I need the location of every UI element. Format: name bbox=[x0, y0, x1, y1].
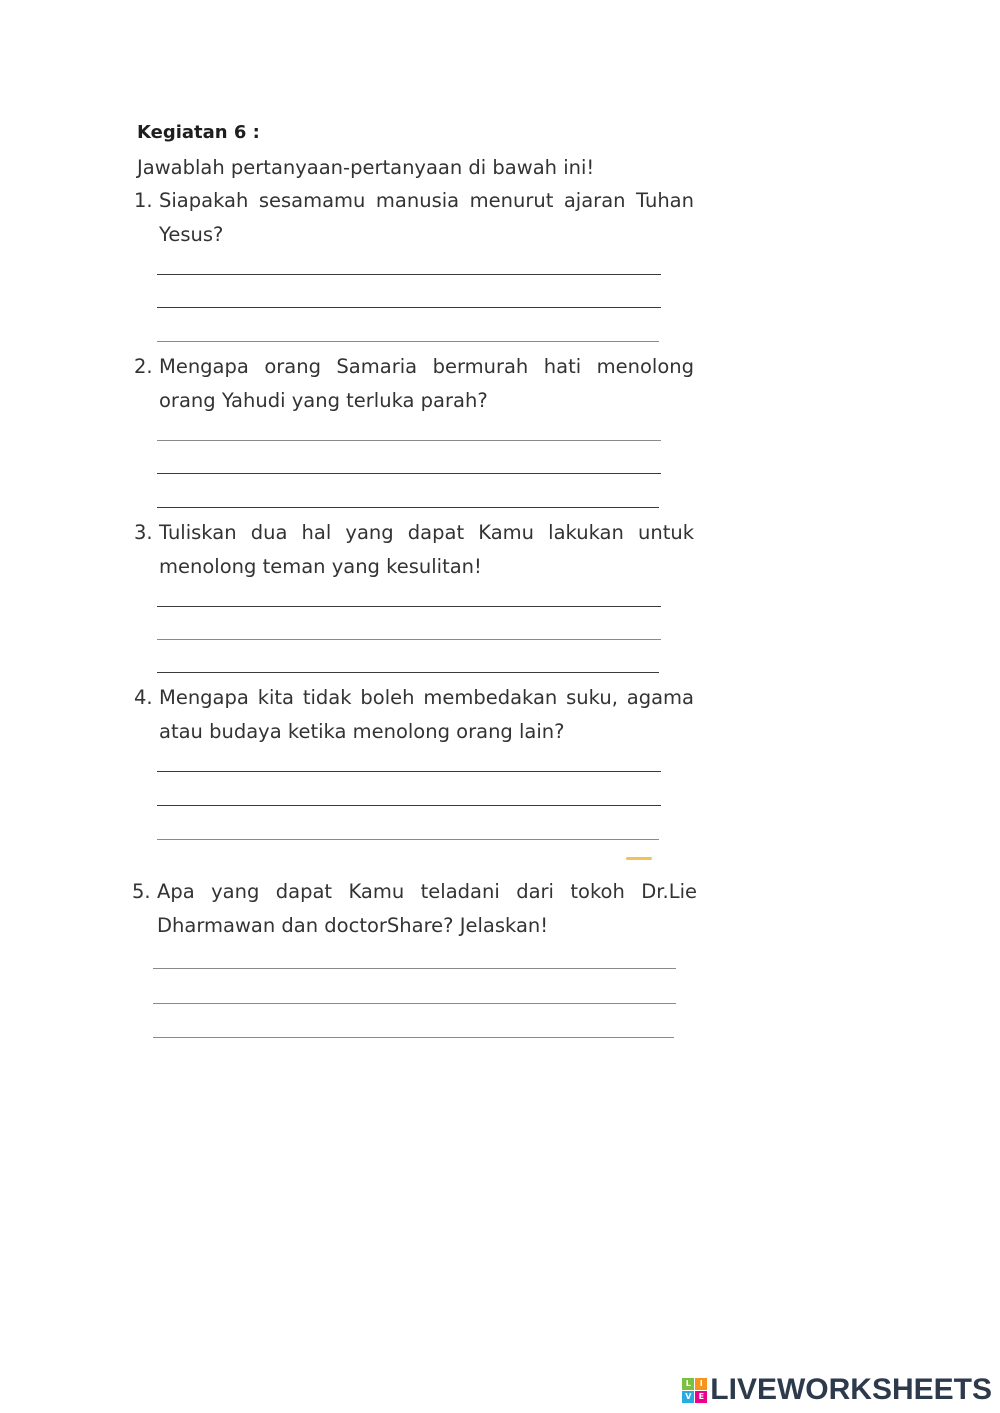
question-3 bbox=[134, 516, 694, 584]
answer-line-3b[interactable] bbox=[157, 639, 661, 640]
instruction-text: Jawablah pertanyaan-pertanyaan di bawah ini! bbox=[137, 156, 595, 179]
answer-line-5a[interactable] bbox=[153, 968, 676, 969]
answer-line-5b[interactable] bbox=[153, 1003, 676, 1004]
logo-letter-v: V bbox=[682, 1391, 694, 1403]
answer-line-2b[interactable] bbox=[157, 473, 661, 474]
answer-line-1b[interactable] bbox=[157, 307, 661, 308]
answer-line-1a[interactable] bbox=[157, 274, 661, 275]
answer-line-4c[interactable] bbox=[157, 839, 659, 840]
question-text: Mengapa kita tidak boleh membedakan suku, agama atau budaya ketika menolong orang lain? bbox=[159, 686, 694, 743]
question-text: Tuliskan dua hal yang dapat Kamu lakukan untuk menolong teman yang kesulitan! bbox=[159, 521, 694, 578]
worksheet-title: Kegiatan 6 : bbox=[137, 122, 260, 143]
liveworksheets-icon bbox=[682, 1378, 707, 1403]
question-text: Siapakah sesamamu manusia menurut ajaran Tuhan Yesus? bbox=[159, 189, 694, 246]
logo-letter-l: L bbox=[682, 1378, 694, 1390]
question-text: Mengapa orang Samaria bermurah hati menolong orang Yahudi yang terluka parah? bbox=[159, 355, 694, 412]
question-number: 4. bbox=[134, 686, 153, 709]
answer-line-5c[interactable] bbox=[153, 1037, 674, 1038]
question-number: 1. bbox=[134, 189, 153, 212]
question-number: 2. bbox=[134, 355, 153, 378]
answer-line-4b[interactable] bbox=[157, 805, 661, 806]
question-number: 5. bbox=[132, 880, 151, 903]
logo-letter-e: E bbox=[695, 1391, 707, 1403]
question-number: 3. bbox=[134, 521, 153, 544]
answer-line-1c[interactable] bbox=[157, 341, 659, 342]
question-text: Apa yang dapat Kamu teladani dari tokoh Dr.Lie Dharmawan dan doctorShare? Jelaskan! bbox=[157, 880, 697, 937]
answer-line-2c[interactable] bbox=[157, 507, 659, 508]
question-1 bbox=[134, 184, 694, 252]
answer-line-3c[interactable] bbox=[157, 672, 659, 673]
logo-letter-i: I bbox=[695, 1378, 707, 1390]
brand-name: LIVEWORKSHEETS bbox=[710, 1373, 992, 1406]
question-4 bbox=[134, 681, 694, 749]
liveworksheets-logo bbox=[682, 1373, 992, 1407]
yellow-mark bbox=[626, 857, 652, 860]
answer-line-3a[interactable] bbox=[157, 606, 661, 607]
answer-line-4a[interactable] bbox=[157, 771, 661, 772]
question-5 bbox=[132, 875, 697, 943]
answer-line-2a[interactable] bbox=[157, 440, 661, 441]
question-2 bbox=[134, 350, 694, 418]
